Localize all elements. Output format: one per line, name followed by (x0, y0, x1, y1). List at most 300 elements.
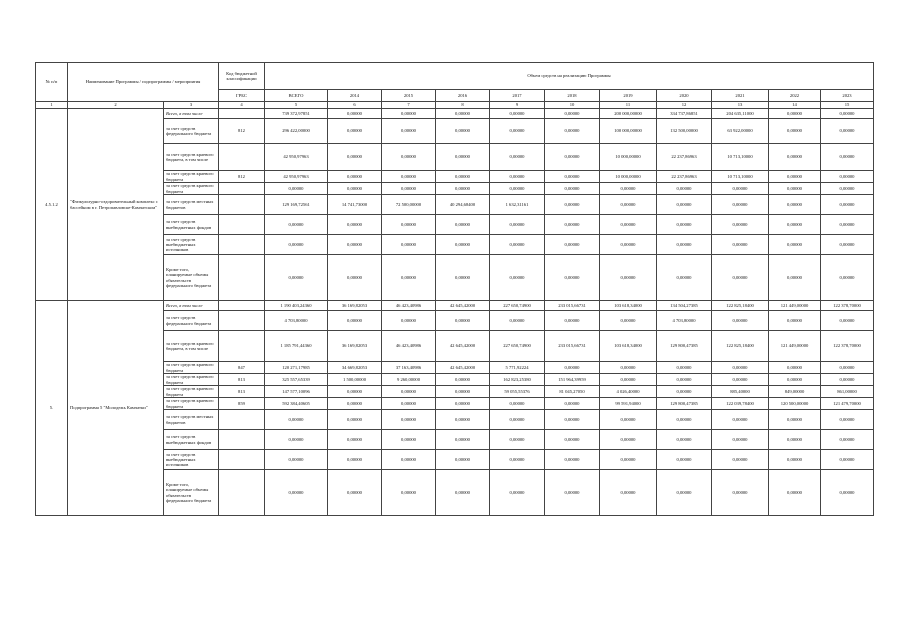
amount-cell: 10 713,10000 (712, 171, 769, 183)
amount-cell: 0,00000 (600, 215, 657, 235)
amount-cell: 0,00000 (600, 311, 657, 331)
amount-cell: 0,00000 (382, 311, 436, 331)
amount-cell: 0,00000 (436, 398, 490, 410)
grbs-code (219, 109, 265, 119)
amount-cell: 0,00000 (265, 255, 328, 301)
amount-cell: 0,00000 (490, 171, 545, 183)
grbs-code (219, 311, 265, 331)
amount-cell: 0,00000 (545, 195, 600, 215)
amount-cell: 0,00000 (328, 235, 382, 255)
column-number-8: 8 (436, 102, 490, 109)
amount-cell: 99 591,94000 (600, 398, 657, 410)
amount-cell: 0,00000 (265, 235, 328, 255)
amount-cell: 40 294,68400 (436, 195, 490, 215)
amount-cell: 147 577,10096 (265, 386, 328, 398)
amount-cell: 0,00000 (328, 410, 382, 430)
grbs-code (219, 144, 265, 171)
column-number-4: 4 (219, 102, 265, 109)
column-number-7: 7 (382, 102, 436, 109)
section-name: "Физкультурно-оздоровительный комплекс с бассейном в г. Петропавловске-Камчатском" (68, 109, 164, 301)
funding-source: за счет средств внебюджетных источников (164, 235, 219, 255)
amount-cell: 0,00000 (769, 362, 821, 374)
amount-cell: 1 185 791,44360 (265, 331, 328, 362)
amount-cell: 0,00000 (545, 311, 600, 331)
amount-cell: 103 618,34000 (600, 301, 657, 311)
column-number-13: 13 (712, 102, 769, 109)
amount-cell: 0,00000 (382, 183, 436, 195)
amount-cell: 0,00000 (821, 215, 874, 235)
funding-source: за счет средств внебюджетных источников (164, 450, 219, 470)
grbs-code (219, 331, 265, 362)
grbs-code: 813 (219, 374, 265, 386)
column-number-14: 14 (769, 102, 821, 109)
amount-cell: 0,00000 (490, 450, 545, 470)
amount-cell: 103 618,34000 (600, 331, 657, 362)
amount-cell: 0,00000 (382, 450, 436, 470)
amount-cell: 0,00000 (436, 183, 490, 195)
amount-cell: 0,00000 (265, 450, 328, 470)
table-body (36, 109, 874, 516)
amount-cell: 0,00000 (769, 109, 821, 119)
amount-cell: 0,00000 (545, 109, 600, 119)
amount-cell: 296 422,00000 (265, 119, 328, 144)
funding-source: за счет средств краевого бюджета (164, 398, 219, 410)
column-number-9: 9 (490, 102, 545, 109)
amount-cell: 0,00000 (328, 171, 382, 183)
grbs-code (219, 215, 265, 235)
amount-cell: 0,00000 (712, 410, 769, 430)
amount-cell: 4 026,40000 (600, 386, 657, 398)
amount-cell: 151 964,39959 (545, 374, 600, 386)
amount-cell: 200 000,00000 (600, 109, 657, 119)
amount-cell: 46 423,40986 (382, 331, 436, 362)
amount-cell: 0,00000 (657, 235, 712, 255)
amount-cell: 122 378,70000 (821, 331, 874, 362)
amount-cell: 0,00000 (657, 255, 712, 301)
amount-cell: 0,00000 (436, 255, 490, 301)
amount-cell: 121 479,70000 (821, 398, 874, 410)
amount-cell: 0,00000 (821, 183, 874, 195)
amount-cell: 0,00000 (490, 109, 545, 119)
funding-source: за счет средств федерального бюджета (164, 119, 219, 144)
amount-cell: 0,00000 (382, 430, 436, 450)
header-code: Код бюджетной классификации (219, 63, 265, 90)
amount-cell: 0,00000 (490, 398, 545, 410)
amount-cell: 0,00000 (382, 109, 436, 119)
amount-cell: 37 163,40986 (382, 362, 436, 374)
amount-cell: 0,00000 (436, 386, 490, 398)
amount-cell: 122 825,18400 (712, 331, 769, 362)
funding-source: Кроме того, планируемые объемы обязательств федерального бюджета (164, 255, 219, 301)
header-num: № п/п (36, 63, 68, 102)
amount-cell: 59 055,55376 (490, 386, 545, 398)
header-year-0: ВСЕГО (265, 90, 328, 102)
amount-cell: 0,00000 (545, 398, 600, 410)
amount-cell: 0,00000 (490, 430, 545, 450)
amount-cell: 22 237,86963 (657, 144, 712, 171)
section-number: 5. (36, 301, 68, 516)
amount-cell: 0,00000 (769, 410, 821, 430)
amount-cell: 885,40000 (712, 386, 769, 398)
amount-cell: 0,00000 (821, 171, 874, 183)
amount-cell: 0,00000 (600, 410, 657, 430)
amount-cell: 0,00000 (328, 119, 382, 144)
amount-cell: 10 713,10000 (712, 144, 769, 171)
amount-cell: 134 504,27385 (657, 301, 712, 311)
amount-cell: 129 800,47385 (657, 331, 712, 362)
amount-cell: 0,00000 (600, 470, 657, 516)
amount-cell: 0,00000 (769, 374, 821, 386)
amount-cell: 0,00000 (600, 235, 657, 255)
amount-cell: 0,00000 (712, 311, 769, 331)
amount-cell: 0,00000 (712, 450, 769, 470)
amount-cell: 34 669,82053 (328, 362, 382, 374)
amount-cell: 14 741,73000 (328, 195, 382, 215)
amount-cell: 0,00000 (657, 183, 712, 195)
amount-cell: 227 650,74900 (490, 301, 545, 311)
amount-cell: 334 737,86851 (657, 109, 712, 119)
amount-cell: 325 557,65339 (265, 374, 328, 386)
amount-cell: 120 500,00000 (769, 398, 821, 410)
amount-cell: 0,00000 (821, 119, 874, 144)
amount-cell: 0,00000 (712, 255, 769, 301)
column-number-5: 5 (265, 102, 328, 109)
amount-cell: 0,00000 (545, 215, 600, 235)
amount-cell: 0,00000 (821, 430, 874, 450)
funding-source: Всего, в том числе (164, 301, 219, 311)
amount-cell: 0,00000 (545, 144, 600, 171)
amount-cell: 0,00000 (600, 450, 657, 470)
grbs-code (219, 255, 265, 301)
column-number-15: 15 (821, 102, 874, 109)
amount-cell: 0,00000 (382, 235, 436, 255)
amount-cell: 0,00000 (436, 119, 490, 144)
funding-source: за счет средств местных бюджетов (164, 410, 219, 430)
amount-cell: 0,00000 (545, 183, 600, 195)
amount-cell: 0,00000 (265, 430, 328, 450)
grbs-code (219, 470, 265, 516)
amount-cell: 72 500,00000 (382, 195, 436, 215)
amount-cell: 0,00000 (769, 171, 821, 183)
funding-source: за счет средств краевого бюджета, в том числе (164, 144, 219, 171)
amount-cell: 1 632,31161 (490, 195, 545, 215)
amount-cell: 233 015,66731 (545, 331, 600, 362)
amount-cell: 0,00000 (436, 311, 490, 331)
amount-cell: 0,00000 (821, 410, 874, 430)
amount-cell: 0,00000 (328, 183, 382, 195)
amount-cell: 0,00000 (490, 183, 545, 195)
amount-cell: 0,00000 (328, 386, 382, 398)
amount-cell: 0,00000 (769, 119, 821, 144)
amount-cell: 0,00000 (328, 430, 382, 450)
amount-cell: 0,00000 (382, 171, 436, 183)
amount-cell: 0,00000 (600, 362, 657, 374)
table-header (36, 63, 874, 109)
amount-cell: 0,00000 (657, 215, 712, 235)
amount-cell: 0,00000 (382, 470, 436, 516)
header-year-10: 2023 (821, 90, 874, 102)
amount-cell: 132 500,00000 (657, 119, 712, 144)
funding-source: за счет средств краевого бюджета (164, 183, 219, 195)
amount-cell: 121 449,00000 (769, 331, 821, 362)
amount-cell: 0,00000 (265, 470, 328, 516)
header-year-6: 2019 (600, 90, 657, 102)
amount-cell: 739 372,97851 (265, 109, 328, 119)
amount-cell: 0,00000 (436, 430, 490, 450)
header-year-3: 2016 (436, 90, 490, 102)
amount-cell: 0,00000 (265, 183, 328, 195)
amount-cell: 0,00000 (436, 215, 490, 235)
amount-cell: 0,00000 (328, 450, 382, 470)
budget-document-page (35, 62, 873, 516)
funding-source: за счет средств краевого бюджета, в том числе (164, 331, 219, 362)
grbs-code (219, 430, 265, 450)
amount-cell: 120 271,17985 (265, 362, 328, 374)
grbs-code (219, 410, 265, 430)
amount-cell: 0,00000 (769, 144, 821, 171)
grbs-code (219, 195, 265, 215)
amount-cell: 0,00000 (821, 144, 874, 171)
column-number-3: 3 (164, 102, 219, 109)
amount-cell: 0,00000 (821, 450, 874, 470)
funding-source: за счет средств краевого бюджета (164, 386, 219, 398)
funding-source: за счет средств краевого бюджета (164, 171, 219, 183)
amount-cell: 0,00000 (436, 235, 490, 255)
table-row (36, 109, 874, 119)
amount-cell: 121 449,00000 (769, 301, 821, 311)
amount-cell: 0,00000 (490, 470, 545, 516)
amount-cell: 0,00000 (490, 215, 545, 235)
amount-cell: 46 423,40986 (382, 301, 436, 311)
amount-cell: 0,00000 (436, 470, 490, 516)
amount-cell: 0,00000 (769, 470, 821, 516)
amount-cell: 0,00000 (328, 144, 382, 171)
amount-cell: 0,00000 (769, 430, 821, 450)
amount-cell: 162 823,25380 (490, 374, 545, 386)
amount-cell: 861,00000 (821, 386, 874, 398)
funding-source: Всего, в том числе (164, 109, 219, 119)
amount-cell: 0,00000 (769, 235, 821, 255)
amount-cell: 0,00000 (657, 430, 712, 450)
amount-cell: 0,00000 (490, 144, 545, 171)
funding-source: за счет средств местных бюджетов (164, 195, 219, 215)
header-volume: Объем средств на реализацию Программы (265, 63, 874, 90)
amount-cell: 0,00000 (545, 430, 600, 450)
amount-cell: 0,00000 (490, 119, 545, 144)
amount-cell: 129 800,47385 (657, 398, 712, 410)
column-number-11: 11 (600, 102, 657, 109)
grbs-code: 847 (219, 362, 265, 374)
amount-cell: 0,00000 (769, 215, 821, 235)
amount-cell: 42 645,42000 (436, 301, 490, 311)
amount-cell: 0,00000 (436, 410, 490, 430)
table-row (36, 301, 874, 311)
amount-cell: 0,00000 (657, 195, 712, 215)
column-number-1: 1 (36, 102, 68, 109)
amount-cell: 0,00000 (712, 195, 769, 215)
header-year-8: 2021 (712, 90, 769, 102)
amount-cell: 0,00000 (328, 311, 382, 331)
amount-cell: 0,00000 (490, 410, 545, 430)
amount-cell: 0,00000 (328, 215, 382, 235)
amount-cell: 0,00000 (821, 311, 874, 331)
grbs-code (219, 235, 265, 255)
amount-cell: 0,00000 (382, 255, 436, 301)
amount-cell: 0,00000 (712, 215, 769, 235)
funding-source: Кроме того, планируемые объемы обязательств федерального бюджета (164, 470, 219, 516)
column-number-10: 10 (545, 102, 600, 109)
amount-cell: 0,00000 (490, 235, 545, 255)
amount-cell: 9 260,00000 (382, 374, 436, 386)
amount-cell: 0,00000 (821, 255, 874, 301)
amount-cell: 1 190 403,24360 (265, 301, 328, 311)
amount-cell: 0,00000 (712, 362, 769, 374)
header-name: Наименование Программы / подпрограммы / мероприятия (68, 63, 219, 102)
amount-cell: 0,00000 (328, 109, 382, 119)
amount-cell: 0,00000 (657, 450, 712, 470)
amount-cell: 0,00000 (436, 450, 490, 470)
amount-cell: 592 384,40605 (265, 398, 328, 410)
amount-cell: 0,00000 (821, 374, 874, 386)
amount-cell: 0,00000 (769, 255, 821, 301)
amount-cell: 0,00000 (657, 362, 712, 374)
amount-cell: 5 771,92224 (490, 362, 545, 374)
amount-cell: 42 950,97963 (265, 144, 328, 171)
amount-cell: 1 500,00000 (328, 374, 382, 386)
amount-cell: 0,00000 (821, 470, 874, 516)
amount-cell: 0,00000 (382, 398, 436, 410)
column-number-6: 6 (328, 102, 382, 109)
header-grbs: ГРБС (219, 90, 265, 102)
amount-cell: 42 950,97963 (265, 171, 328, 183)
amount-cell: 42 645,42000 (436, 331, 490, 362)
amount-cell: 0,00000 (657, 386, 712, 398)
amount-cell: 0,00000 (545, 235, 600, 255)
amount-cell: 0,00000 (769, 450, 821, 470)
amount-cell: 0,00000 (769, 183, 821, 195)
amount-cell: 0,00000 (821, 109, 874, 119)
amount-cell: 0,00000 (545, 362, 600, 374)
amount-cell: 0,00000 (545, 470, 600, 516)
amount-cell: 100 000,00000 (600, 119, 657, 144)
amount-cell: 122 378,70000 (821, 301, 874, 311)
amount-cell: 36 169,82053 (328, 301, 382, 311)
amount-cell: 0,00000 (436, 144, 490, 171)
amount-cell: 0,00000 (265, 215, 328, 235)
section-name: Подпрограмма 5 "Молодежь Камчатки" (68, 301, 164, 516)
amount-cell: 0,00000 (328, 470, 382, 516)
amount-cell: 0,00000 (545, 450, 600, 470)
amount-cell: 0,00000 (436, 109, 490, 119)
section-number: 4.5.1.2 (36, 109, 68, 301)
column-number-12: 12 (657, 102, 712, 109)
amount-cell: 0,00000 (712, 235, 769, 255)
amount-cell: 233 015,66731 (545, 301, 600, 311)
amount-cell: 36 169,82053 (328, 331, 382, 362)
amount-cell: 0,00000 (712, 374, 769, 386)
amount-cell: 0,00000 (657, 374, 712, 386)
amount-cell: 63 922,00000 (712, 119, 769, 144)
amount-cell: 0,00000 (600, 430, 657, 450)
amount-cell: 849,00000 (769, 386, 821, 398)
amount-cell: 0,00000 (600, 255, 657, 301)
amount-cell: 0,00000 (382, 215, 436, 235)
amount-cell: 10 000,00000 (600, 144, 657, 171)
funding-source: за счет средств внебюджетных фондов (164, 430, 219, 450)
amount-cell: 0,00000 (490, 311, 545, 331)
amount-cell: 0,00000 (657, 470, 712, 516)
amount-cell: 0,00000 (769, 195, 821, 215)
amount-cell: 0,00000 (657, 410, 712, 430)
amount-cell: 0,00000 (600, 374, 657, 386)
amount-cell: 0,00000 (769, 311, 821, 331)
header-year-7: 2020 (657, 90, 712, 102)
amount-cell: 22 237,86963 (657, 171, 712, 183)
column-number-2: 2 (68, 102, 164, 109)
funding-source: за счет средств федерального бюджета (164, 311, 219, 331)
amount-cell: 0,00000 (382, 386, 436, 398)
amount-cell: 10 000,00000 (600, 171, 657, 183)
grbs-code: 812 (219, 119, 265, 144)
amount-cell: 42 645,42000 (436, 362, 490, 374)
amount-cell: 0,00000 (821, 362, 874, 374)
amount-cell: 0,00000 (328, 398, 382, 410)
header-year-5: 2018 (545, 90, 600, 102)
amount-cell: 0,00000 (821, 235, 874, 255)
amount-cell: 0,00000 (490, 255, 545, 301)
amount-cell: 0,00000 (545, 171, 600, 183)
amount-cell: 0,00000 (712, 430, 769, 450)
program-budget-table (35, 62, 874, 516)
amount-cell: 4 703,80000 (265, 311, 328, 331)
amount-cell: 0,00000 (712, 183, 769, 195)
amount-cell: 0,00000 (265, 410, 328, 430)
header-year-4: 2017 (490, 90, 545, 102)
grbs-code (219, 183, 265, 195)
amount-cell: 122 825,18400 (712, 301, 769, 311)
amount-cell: 0,00000 (600, 195, 657, 215)
amount-cell: 0,00000 (328, 255, 382, 301)
amount-cell: 81 045,27050 (545, 386, 600, 398)
amount-cell: 122 039,78400 (712, 398, 769, 410)
header-year-9: 2022 (769, 90, 821, 102)
amount-cell: 4 703,80000 (657, 311, 712, 331)
amount-cell: 0,00000 (436, 374, 490, 386)
amount-cell: 0,00000 (382, 119, 436, 144)
header-year-2: 2015 (382, 90, 436, 102)
grbs-code: 813 (219, 386, 265, 398)
grbs-code (219, 301, 265, 311)
amount-cell: 227 650,74900 (490, 331, 545, 362)
amount-cell: 0,00000 (545, 119, 600, 144)
grbs-code: 859 (219, 398, 265, 410)
funding-source: за счет средств внебюджетных фондов (164, 215, 219, 235)
grbs-code: 812 (219, 171, 265, 183)
amount-cell: 0,00000 (600, 183, 657, 195)
header-year-1: 2014 (328, 90, 382, 102)
grbs-code (219, 450, 265, 470)
amount-cell: 0,00000 (436, 171, 490, 183)
amount-cell: 129 169,72561 (265, 195, 328, 215)
amount-cell: 0,00000 (821, 195, 874, 215)
amount-cell: 0,00000 (545, 255, 600, 301)
amount-cell: 0,00000 (545, 410, 600, 430)
funding-source: за счет средств краевого бюджета (164, 374, 219, 386)
amount-cell: 0,00000 (712, 470, 769, 516)
amount-cell: 204 635,11000 (712, 109, 769, 119)
funding-source: за счет средств краевого бюджета (164, 362, 219, 374)
amount-cell: 0,00000 (382, 410, 436, 430)
